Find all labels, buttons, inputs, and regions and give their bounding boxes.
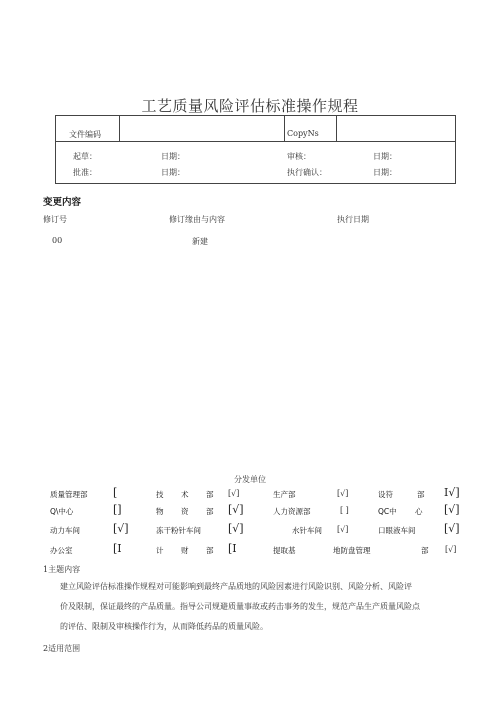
- section-1-paragraph-line: 建立风险评估标准操作规程对可能影响到最终产品质地的风险因素进行风险识别、风险分析、风险评: [60, 582, 412, 591]
- dist-oral-eye-workshop: 口眼液车间: [378, 526, 416, 535]
- dist-injection-workshop: 水针车间: [292, 526, 322, 535]
- section-1-paragraph-line: 价及限制，保证最终的产品质量。指导公司规避质量事故或药击事务的发生，规范产品生产质量风险点: [60, 602, 420, 611]
- dist-mark: []: [113, 503, 122, 516]
- change-heading: 变更内容: [43, 197, 82, 208]
- dist-mark: [√]: [445, 545, 457, 554]
- approver-label: 批准：: [73, 168, 97, 177]
- section-1-heading: 1主题内容: [43, 565, 81, 574]
- dist-finance-dept: 计: [156, 546, 164, 555]
- dist-mark: [√]: [337, 525, 349, 534]
- dist-production-dept: 生产部: [273, 490, 296, 499]
- dist-mark: [√]: [113, 522, 129, 535]
- dist-mark: [I: [228, 542, 237, 555]
- dist-equipment-dept: 部: [417, 490, 425, 499]
- table-divider: [284, 116, 285, 141]
- dist-office: 办公室: [50, 546, 73, 555]
- dist-mark: [√]: [228, 489, 240, 498]
- dist-extraction-base: 提取基: [273, 546, 296, 555]
- dist-qa-center: Q\中心: [50, 507, 74, 516]
- table-divider: [56, 141, 455, 142]
- date-label: 日期：: [161, 152, 185, 161]
- dist-hr-dept: 人力资源部: [273, 507, 311, 516]
- dist-power-workshop: 动力车间: [50, 526, 80, 535]
- section-2-heading: 2适用范围: [43, 644, 81, 653]
- col-revision-no: 修订号: [43, 215, 67, 224]
- dist-tech-dept: 技: [156, 490, 164, 499]
- dist-mark: I√]: [444, 486, 460, 499]
- drafter-label: 起草：: [73, 152, 97, 161]
- dist-materials-dept: 资: [181, 507, 189, 516]
- dist-extraction-base: 部: [421, 546, 429, 555]
- reviewer-label: 审核：: [287, 152, 311, 161]
- dist-finance-dept: 财: [181, 546, 189, 555]
- dist-qc-center: 心: [415, 507, 423, 516]
- date-label: 日期：: [161, 168, 185, 177]
- dist-materials-dept: 部: [206, 507, 214, 516]
- dist-mark: [√]: [228, 522, 244, 535]
- dist-mark: [√]: [337, 489, 349, 498]
- dist-quality-dept: 质量管理部: [50, 490, 88, 499]
- dist-extraction-base: 地防盘管理: [333, 546, 371, 555]
- table-divider: [119, 116, 120, 141]
- copy-no-label: CopyNs: [287, 129, 319, 138]
- dist-mark: [√]: [444, 503, 460, 516]
- dist-tech-dept: 部: [206, 490, 214, 499]
- dist-mark: [√]: [228, 503, 244, 516]
- col-revision-reason: 修订缘由与内容: [169, 215, 225, 224]
- col-exec-date: 执行日期: [337, 215, 369, 224]
- document-title: 工艺质量风险评估标准操作规程: [141, 97, 359, 115]
- dist-freeze-dry-workshop: 冻干粉针车间: [156, 526, 201, 535]
- dist-materials-dept: 物: [156, 507, 164, 516]
- dist-finance-dept: 部: [206, 546, 214, 555]
- date-label: 日期：: [373, 168, 397, 177]
- dist-mark: [: [113, 486, 118, 499]
- dist-mark: [√]: [444, 522, 460, 535]
- dist-equipment-dept: 设符: [378, 490, 393, 499]
- distribution-heading: 分发单位: [234, 475, 266, 484]
- file-code-label: 文件编码: [69, 130, 101, 139]
- revision-reason-value: 新建: [192, 237, 208, 246]
- date-label: 日期：: [373, 152, 397, 161]
- dist-mark: [ ]: [340, 506, 349, 515]
- table-divider: [336, 116, 337, 141]
- revision-no-value: 00: [52, 236, 63, 245]
- dist-qc-center: QC中: [378, 507, 397, 516]
- section-1-paragraph-line: 的评估、限制及审核操作行为，从而降低药品的质量风险。: [60, 622, 268, 631]
- exec-confirm-label: 执行确认：: [287, 168, 327, 177]
- dist-mark: [I: [113, 542, 122, 555]
- dist-tech-dept: 术: [181, 490, 189, 499]
